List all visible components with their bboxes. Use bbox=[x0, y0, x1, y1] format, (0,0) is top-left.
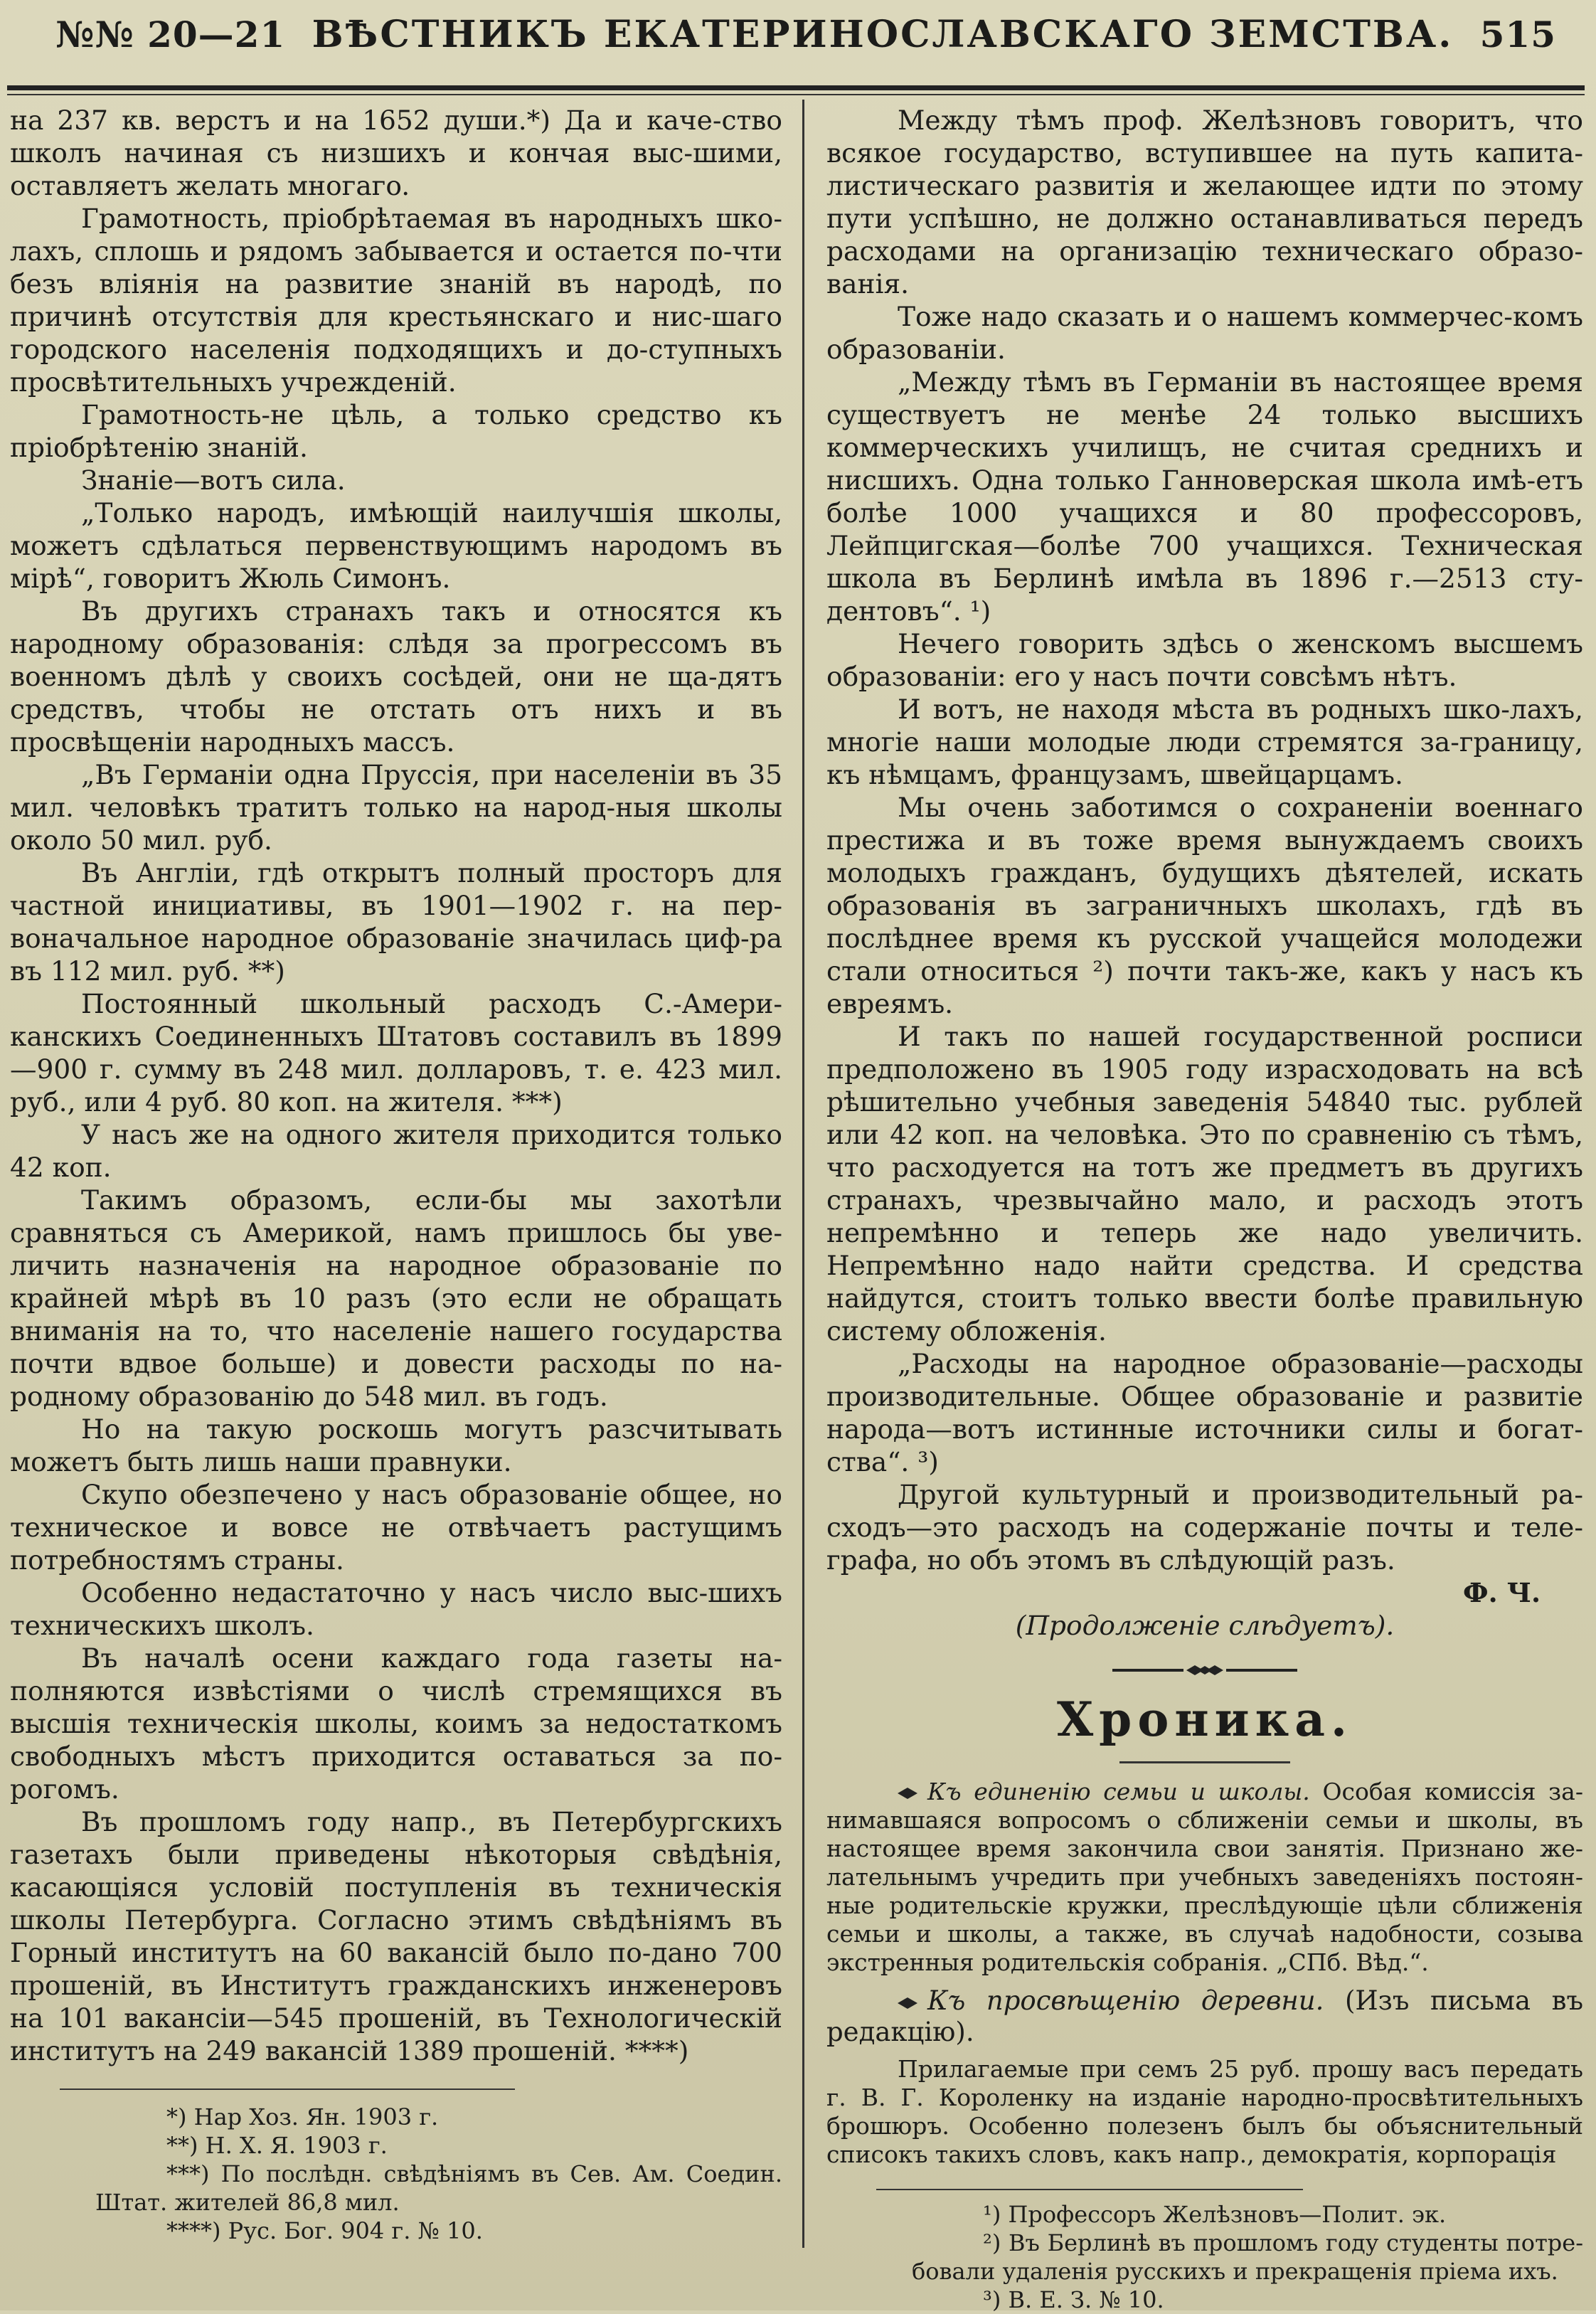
author-signature: Ф. Ч. bbox=[1463, 1577, 1541, 1608]
header-rule-thin bbox=[7, 94, 1585, 95]
paragraph: И такъ по нашей государственной росписи предположено въ 1905 году израсходовать на всѣ рѣшительно учебныя заведенія 54840 тыс. рублей или 42 коп. на человѣка. Это по сравненію съ тѣмъ, что расходуется на тотъ же предметъ въ другихъ странахъ, чрезвычайно мало, и расходъ этотъ непремѣнно и теперь же надо увеличить. Непремѣнно надо найти средства. И средства найдутся, стоитъ только ввести болѣе правильную систему обложенія. bbox=[826, 1021, 1583, 1347]
paragraph: Въ другихъ странахъ такъ и относятся къ народному образованія: слѣдя за прогрессомъ въ военномъ дѣлѣ у своихъ сосѣдей, они не ща-дятъ средствъ, чтобы не отстать отъ нихъ и въ просвѣщеніи народныхъ массъ. bbox=[10, 595, 782, 758]
chronicle-item-heading: Къ просвѣщенію деревни. bbox=[927, 1985, 1324, 2016]
chronicle-item-text: (Изъ письма въ редакцію). bbox=[826, 1985, 1583, 2047]
paragraph: „Только народъ, имѣющій наилучшія школы, можетъ сдѣлаться первенствующимъ народомъ въ мірѣ“, говоритъ Жюль Симонъ. bbox=[10, 497, 782, 594]
paragraph: Особенно недастаточно у насъ число выс-шихъ техническихъ школъ. bbox=[10, 1577, 782, 1641]
paragraph: Въ прошломъ году напр., въ Петербургскихъ газетахъ были приведены нѣкоторыя свѣдѣнія, касающіяся условій поступленія въ техническія школы Петербурга. Согласно этимъ свѣдѣніямъ въ Горный институтъ на 60 вакансій было по-дано 700 прошеній, въ Институтъ гражданскихъ инженеровъ на 101 вакансіи—545 прошеній, въ Технологическій институтъ на 249 вакансій 1389 прошеній. ****) bbox=[10, 1806, 782, 2066]
chronicle-item-heading: Къ единенію семьи и школы. bbox=[927, 1778, 1310, 1805]
issue-number: №№ 20—21 bbox=[55, 14, 286, 55]
paragraph: Но на такую роскошь могутъ разсчитывать можетъ быть лишь наши правнуки. bbox=[10, 1413, 782, 1477]
paragraph: Другой культурный и производительный ра-сходъ—это расходъ на содержаніе почты и теле-графа, но объ этомъ въ слѣдующій разъ. bbox=[826, 1479, 1583, 1576]
paragraph: на 237 кв. верстъ и на 1652 души.*) Да и каче-ство школъ начиная съ низшихъ и кончая выс-шими, оставляетъ желать многагo. bbox=[10, 105, 782, 201]
footnote: ²) Въ Берлинѣ въ прошломъ году студенты потре-бовали удаленія русскихъ и прекращенія пріема ихъ. bbox=[912, 2229, 1583, 2285]
paragraph: И вотъ, не находя мѣста въ родныхъ шко-лахъ, многіе наши молодые люди стремятся за-границу, къ нѣмцамъ, французамъ, швейцарцамъ. bbox=[826, 694, 1583, 790]
left-column bbox=[7, 100, 798, 2269]
footnote: ****) Рус. Бог. 904 г. № 10. bbox=[166, 2217, 483, 2244]
right-column bbox=[798, 100, 1583, 2313]
page-header bbox=[7, 13, 1585, 73]
paragraph: Грамотность, пріобрѣтаемая въ народныхъ шко-лахъ, сплошь и рядомъ забывается и остается по-чти безъ вліянія на развитие знаній въ народѣ, по причинѣ отсутствія для крестьянскаго и нис-шаго городского населенія подходящихъ и до-ступныхъ просвѣтительныхъ учрежденій. bbox=[10, 203, 782, 398]
paragraph: У насъ же на одного жителя приходится только 42 коп. bbox=[10, 1119, 782, 1183]
paragraph: Нечего говорить здѣсь о женскомъ высшемъ образованіи: его у насъ почти совсѣмъ нѣтъ. bbox=[826, 628, 1583, 692]
ornament-icon bbox=[1112, 1663, 1297, 1677]
paragraph: Между тѣмъ проф. Желѣзновъ говоритъ, что всякое государство, вступившее на путь капита-листическаго развитія и желающее идти по этому пути успѣшно, не должно останавливаться передъ расходами на организацію техническаго образо-ванія. bbox=[826, 105, 1583, 299]
paragraph: Тоже надо сказать и о нашемъ коммерчес-комъ образованіи. bbox=[826, 301, 1583, 365]
paragraph: Въ Англіи, гдѣ открытъ полный просторъ для частной инициативы, въ 1901—1902 г. на пер-воначальное народное образованіе значилась циф-ра въ 112 мил. руб. **) bbox=[10, 857, 782, 987]
footnote: ***) По послѣдн. свѣдѣніямъ въ Сев. Ам. Соедин. Штат. жителей 86,8 мил. bbox=[95, 2160, 782, 2216]
chronicle-item-text: Особая комиссія за-нимавшаяся вопросомъ о сближеніи семьи и школы, въ настоящее время закончила свои занятія. Признано же-лательнымъ учредить при учебныхъ заведеніяхъ постоян-ные родительскіе кружки, преслѣдующіе цѣли сближенія семьи и школы, а также, въ случаѣ надобности, созыва экстренныя родительскія собранія. „СПб. Вѣд.“. bbox=[826, 1778, 1583, 1976]
footnote: ¹) Профессоръ Желѣзновъ—Полит. эк. bbox=[983, 2201, 1447, 2228]
paragraph: Скупо обезпечено у насъ образованіе общее, но техническое и вовсе не отвѣчаетъ растущимъ потребностямъ страны. bbox=[10, 1479, 782, 1576]
footnote: *) Нар Хоз. Ян. 1903 г. bbox=[166, 2103, 439, 2130]
paragraph: „Расходы на народное образованіе—расходы производительные. Общее образованіе и развитіе народа—вотъ истинные источники силы и богат-ства“. ³) bbox=[826, 1348, 1583, 1477]
lozenge-bullet-icon bbox=[898, 1996, 917, 2010]
paragraph: „Въ Германіи одна Пруссія, при населеніи въ 35 мил. человѣкъ тратитъ только на народ-ныя школы около 50 мил. руб. bbox=[10, 759, 782, 856]
chronicle-item bbox=[826, 1985, 1583, 2048]
footnote-rule bbox=[876, 2189, 1303, 2190]
page-number: 515 bbox=[1479, 14, 1556, 55]
header-rule-thick bbox=[7, 85, 1585, 90]
paragraph: Въ началѣ осени каждаго года газеты на-полняются извѣстіями о числѣ стремящихся въ высшія техническія школы, коимъ за недостаткомъ свободныхъ мѣстъ приходится оставаться за по-рогомъ. bbox=[10, 1642, 782, 1805]
columns bbox=[7, 100, 1585, 2313]
paragraph: Постоянный школьный расходъ С.-Амери-канскихъ Соединенныхъ Штатовъ составилъ въ 1899—900 г. сумму въ 248 мил. долларовъ, т. е. 423 мил. руб., или 4 руб. 80 коп. на жителя. ***) bbox=[10, 988, 782, 1118]
continued-note: (Продолженіе слѣдуетъ). bbox=[1015, 1610, 1395, 1641]
chronicle-item bbox=[826, 1778, 1583, 1977]
footnote: ³) В. Е. З. № 10. bbox=[983, 2286, 1164, 2313]
paragraph: Мы очень заботимся о сохраненіи военнаго престижа и въ тоже время вынуждаемъ своихъ молодыхъ гражданъ, будущихъ дѣятелей, искать образованія въ заграничныхъ школахъ, гдѣ въ послѣднее время къ русской учащейся молодежи стали относиться ²) почти такъ-же, какъ у насъ къ евреямъ. bbox=[826, 792, 1583, 1019]
journal-title: ВѢСТНИКЪ ЕКАТЕРИНОСЛАВСКАГО ЗЕМСТВА. bbox=[312, 13, 1454, 56]
lozenge-bullet-icon bbox=[898, 1786, 917, 1800]
paragraph: Знаніе—вотъ сила. bbox=[81, 465, 346, 496]
footnote-rule bbox=[60, 2089, 515, 2090]
footnote: **) Н. Х. Я. 1903 г. bbox=[166, 2132, 388, 2159]
ornament-divider bbox=[826, 1663, 1583, 1677]
chronicle-letter: Прилагаемые при семъ 25 руб. прошу васъ передать г. В. Г. Короленку на изданіе народно-просвѣтительныхъ брошюръ. Особенно полезенъ былъ бы объяснительный списокъ такихъ словъ, какъ напр., демократія, корпорація bbox=[826, 2055, 1583, 2168]
paragraph: Грамотность-не цѣль, а только средство къ пріобрѣтенію знаній. bbox=[10, 399, 782, 463]
chronicle-section bbox=[826, 1778, 1583, 2169]
chronicle-rule bbox=[1119, 1761, 1290, 1763]
column-divider bbox=[802, 100, 804, 2248]
paragraph: Такимъ образомъ, если-бы мы захотѣли сравняться съ Америкой, намъ пришлось бы уве-личить назначенія на народное образованіе по крайней мѣрѣ въ 10 разъ (это если не обращать вниманія на то, что населеніе нашего государства почти вдвое больше) и довести расходы по на-родному образованію до 548 мил. въ годъ. bbox=[10, 1184, 782, 1412]
chronicle-heading: Хроника. bbox=[1056, 1692, 1353, 1747]
paragraph: „Между тѣмъ въ Германіи въ настоящее время существуетъ не менѣе 24 только высшихъ коммерческихъ училищъ, не считая среднихъ и нисшихъ. Одна только Ганноверская школа имѣ-етъ болѣе 1000 учащихся и 80 профессоровъ, Лейпцигская—болѣе 700 учащихся. Техническая школа въ Берлинѣ имѣла въ 1896 г.—2513 сту-дентовъ“. ¹) bbox=[826, 366, 1583, 627]
